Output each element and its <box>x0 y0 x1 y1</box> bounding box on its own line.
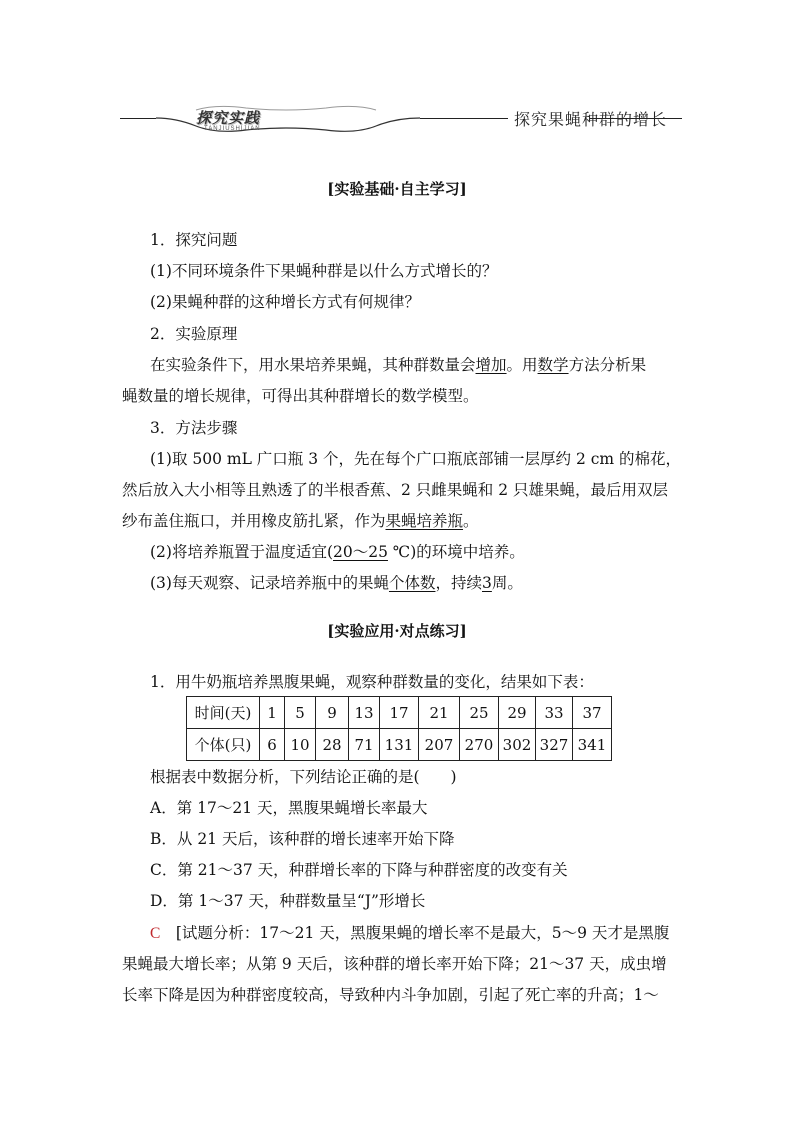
table-cell: 5 <box>285 697 316 729</box>
option-a: A．第 17～21 天，黑腹果蝇增长率最大 <box>150 799 428 817</box>
question-prompt: 根据表中数据分析，下列结论正确的是( ) <box>150 768 457 786</box>
table-cell: 341 <box>573 729 612 761</box>
step-1-line-2: 然后放入大小相等且熟透了的半根香蕉、2 只雌果蝇和 2 只雄果蝇，最后用双层 <box>122 481 669 499</box>
table-cell: 13 <box>349 697 380 729</box>
heading-method: 3．方法步骤 <box>150 419 238 437</box>
explanation-line-1: C [试题分析：17～21 天，黑腹果蝇的增长率不是最大，5～9 天才是黑腹 <box>150 924 670 942</box>
blank-temperature: 20～25 <box>333 543 388 561</box>
section-title-practice: [实验应用·对点练习] <box>327 622 467 640</box>
table-cell: 9 <box>316 697 349 729</box>
header-rule-right <box>590 118 682 119</box>
table-cell: 37 <box>573 697 612 729</box>
header-badge-sub: TANJIUSHIJIAN <box>204 126 261 132</box>
table-cell: 10 <box>285 729 316 761</box>
question-stem: 1．用牛奶瓶培养黑腹果蝇，观察种群数量的变化，结果如下表： <box>150 673 594 691</box>
table-cell: 270 <box>460 729 499 761</box>
table-cell: 207 <box>419 729 460 761</box>
table-cell: 29 <box>499 697 536 729</box>
option-b: B．从 21 天后，该种群的增长速率开始下降 <box>150 830 455 848</box>
explanation-line-2: 果蝇最大增长率；从第 9 天后，该种群的增长率开始下降；21～37 天，成虫增 <box>122 955 667 973</box>
table-cell: 131 <box>380 729 419 761</box>
step-2: (2)将培养瓶置于温度适宜(20～25 ℃)的环境中培养。 <box>150 543 525 561</box>
blank-math: 数学 <box>537 356 569 374</box>
option-c: C．第 21～37 天，种群增长率的下降与种群密度的改变有关 <box>150 861 568 879</box>
header-title: 探究果蝇种群的增长 <box>514 110 668 129</box>
explanation-line-3: 长率下降是因为种群密度较高，导致种内斗争加剧，引起了死亡率的升高；1～ <box>122 986 659 1004</box>
blank-increase: 增加 <box>475 356 507 374</box>
table-cell: 302 <box>499 729 536 761</box>
blank-culture-bottle: 果蝇培养瓶 <box>385 512 464 530</box>
table-cell: 25 <box>460 697 499 729</box>
step-3: (3)每天观察、记录培养瓶中的果蝇个体数，持续3周。 <box>150 574 523 592</box>
data-table <box>186 696 612 761</box>
table-row <box>187 729 612 761</box>
question-1: (1)不同环境条件下果蝇种群是以什么方式增长的？ <box>150 262 498 280</box>
table-row <box>187 697 612 729</box>
header-rule-mid <box>420 118 508 119</box>
heading-question: 1．探究问题 <box>150 231 238 249</box>
step-1-line-3: 纱布盖住瓶口，并用橡皮筋扎紧，作为果蝇培养瓶。 <box>122 512 479 530</box>
table-cell: 个体(只) <box>187 729 260 761</box>
question-2: (2)果蝇种群的这种增长方式有何规律？ <box>150 293 420 311</box>
principle-line-2: 蝇数量的增长规律，可得出其种群增长的数学模型。 <box>122 387 479 405</box>
table-cell: 327 <box>536 729 573 761</box>
table-cell: 21 <box>419 697 460 729</box>
step-1-line-1: (1)取 500 mL 广口瓶 3 个，先在每个广口瓶底部铺一层厚约 2 cm 的棉花， <box>150 450 682 468</box>
header-badge: 探究实践 <box>196 109 261 127</box>
table-cell: 33 <box>536 697 573 729</box>
option-d: D．第 1～37 天，种群数量呈“J”形增长 <box>150 892 426 910</box>
page-header <box>120 104 682 136</box>
blank-weeks: 3 <box>482 574 492 592</box>
table-cell: 71 <box>349 729 380 761</box>
blank-count: 个体数 <box>388 574 436 592</box>
principle-line-1: 在实验条件下，用水果培养果蝇，其种群数量会增加。用数学方法分析果 <box>150 356 647 374</box>
table-cell: 时间(天) <box>187 697 260 729</box>
table-cell: 17 <box>380 697 419 729</box>
header-rule-left <box>120 118 156 119</box>
table-cell: 6 <box>260 729 285 761</box>
section-title-basics: [实验基础·自主学习] <box>327 180 467 198</box>
answer-mark: C <box>150 925 161 942</box>
heading-principle: 2．实验原理 <box>150 325 238 343</box>
table-cell: 1 <box>260 697 285 729</box>
table-cell: 28 <box>316 729 349 761</box>
